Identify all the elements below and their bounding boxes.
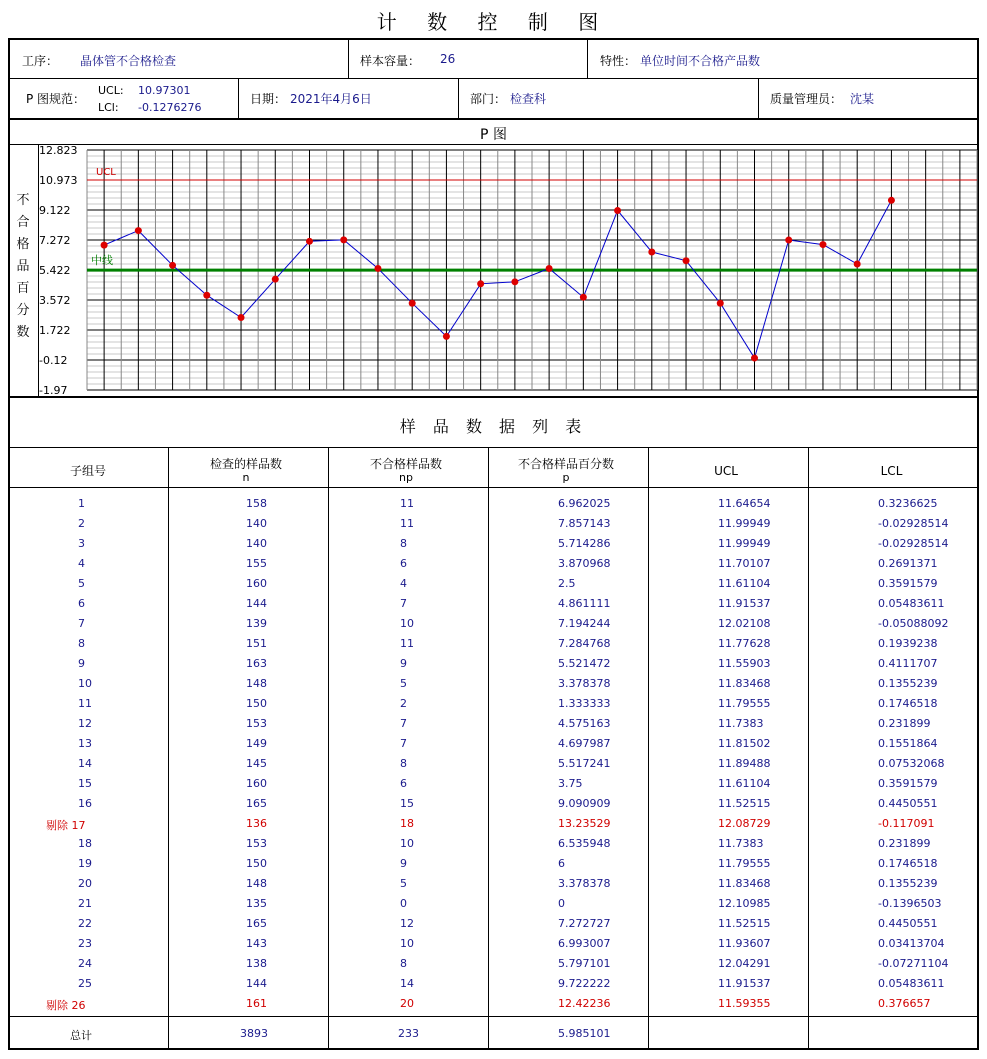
cell-lcl: -0.02928514 — [878, 537, 949, 550]
cell-ucl: 11.81502 — [718, 737, 771, 750]
cell-ucl: 11.77628 — [718, 637, 771, 650]
spec-label: P 图规范： — [26, 92, 86, 106]
cell-p: 6 — [558, 857, 565, 870]
column-header-title: UCL — [714, 464, 738, 478]
cell-n: 143 — [246, 937, 267, 950]
cell-p: 7.194244 — [558, 617, 611, 630]
cell-lcl: 0.1551864 — [878, 737, 938, 750]
cell-subgroup-id: 16 — [78, 797, 92, 810]
cell-n: 153 — [246, 837, 267, 850]
cell-subgroup-id: 19 — [78, 857, 92, 870]
cell-p: 4.697987 — [558, 737, 611, 750]
cell-n: 163 — [246, 657, 267, 670]
ucl-line-label: UCL — [96, 167, 116, 179]
cell-subgroup-id: 10 — [78, 677, 92, 690]
data-point — [683, 257, 690, 264]
cell-subgroup-id: 2 — [78, 517, 85, 530]
cell-np: 4 — [400, 577, 407, 590]
cell-ucl: 11.52515 — [718, 917, 771, 930]
column-header — [486, 457, 646, 484]
cell-lcl: 0.376657 — [878, 997, 931, 1010]
cell-lcl: -0.117091 — [878, 817, 935, 830]
cell-subgroup-id: 24 — [78, 957, 92, 970]
cell-n: 153 — [246, 717, 267, 730]
cell-np: 18 — [400, 817, 414, 830]
cell-p: 7.857143 — [558, 517, 611, 530]
cell-subgroup-id: 11 — [78, 697, 92, 710]
cell-p: 2.5 — [558, 577, 576, 590]
characteristic-label: 特性： — [600, 54, 637, 68]
y-axis-label — [15, 190, 31, 344]
column-header-sub: n — [242, 471, 250, 484]
cell-lcl: -0.1396503 — [878, 897, 942, 910]
data-point — [888, 197, 895, 204]
cell-n: 144 — [246, 977, 267, 990]
cell-n: 148 — [246, 677, 267, 690]
cell-lcl: 0.3236625 — [878, 497, 938, 510]
characteristic-value: 单位时间不合格产品数 — [640, 54, 761, 68]
cell-p: 7.284768 — [558, 637, 611, 650]
column-header — [806, 464, 977, 479]
total-np: 233 — [398, 1027, 419, 1040]
cell-n: 140 — [246, 537, 267, 550]
data-point — [717, 300, 724, 307]
y-tick-label: 3.572 — [39, 294, 71, 308]
data-point — [238, 314, 245, 321]
data-point — [135, 227, 142, 234]
cell-subgroup-id: 14 — [78, 757, 92, 770]
cell-np: 5 — [400, 877, 407, 890]
cell-ucl: 11.91537 — [718, 977, 771, 990]
total-label: 总计 — [70, 1029, 92, 1042]
y-axis-label-char: 分 — [16, 303, 30, 318]
cell-n: 161 — [246, 997, 267, 1010]
column-header-title: 检查的样品数 — [209, 457, 282, 471]
cell-np: 11 — [400, 637, 414, 650]
cell-p: 1.333333 — [558, 697, 611, 710]
cell-np: 6 — [400, 777, 407, 790]
cell-n: 136 — [246, 817, 267, 830]
cell-p: 0 — [558, 897, 565, 910]
cell-subgroup-id: 3 — [78, 537, 85, 550]
cell-ucl: 11.79555 — [718, 697, 771, 710]
cell-ucl: 11.55903 — [718, 657, 771, 670]
ucl-label: UCL: — [98, 84, 124, 97]
cell-lcl: 0.1355239 — [878, 677, 938, 690]
cell-ucl: 11.61104 — [718, 577, 771, 590]
cell-subgroup-id: 21 — [78, 897, 92, 910]
cell-n: 155 — [246, 557, 267, 570]
cell-lcl: 0.1746518 — [878, 857, 938, 870]
dept-value: 检查科 — [510, 92, 547, 106]
data-point — [306, 238, 313, 245]
cell-subgroup-id: 剔除 26 — [46, 999, 86, 1012]
cell-lcl: 0.05483611 — [878, 977, 945, 990]
cell-np: 10 — [400, 937, 414, 950]
cell-lcl: 0.1355239 — [878, 877, 938, 890]
column-header — [8, 464, 168, 479]
cell-np: 2 — [400, 697, 407, 710]
cell-p: 3.378378 — [558, 877, 611, 890]
p-chart — [36, 146, 978, 396]
cell-np: 8 — [400, 757, 407, 770]
data-point — [546, 265, 553, 272]
cell-p: 6.962025 — [558, 497, 611, 510]
date-value: 2021年4月6日 — [290, 92, 372, 106]
dept-label: 部门： — [470, 92, 507, 106]
data-point — [340, 236, 347, 243]
cell-subgroup-id: 18 — [78, 837, 92, 850]
column-header-title: 不合格样品数 — [369, 457, 442, 471]
total-p: 5.985101 — [558, 1027, 611, 1040]
cell-n: 160 — [246, 777, 267, 790]
cell-ucl: 11.7383 — [718, 717, 764, 730]
cell-n: 138 — [246, 957, 267, 970]
data-point — [203, 292, 210, 299]
cell-np: 5 — [400, 677, 407, 690]
column-header — [326, 457, 486, 484]
cell-lcl: 0.231899 — [878, 717, 931, 730]
y-tick-label: -0.12 — [39, 353, 68, 367]
y-tick-label: -1.97 — [39, 384, 68, 396]
cell-p: 9.722222 — [558, 977, 611, 990]
cell-subgroup-id: 9 — [78, 657, 85, 670]
data-point — [374, 265, 381, 272]
cell-n: 150 — [246, 697, 267, 710]
cell-n: 165 — [246, 797, 267, 810]
cell-n: 148 — [246, 877, 267, 890]
data-point — [409, 300, 416, 307]
cell-subgroup-id: 5 — [78, 577, 85, 590]
y-axis-label-char: 数 — [16, 325, 30, 340]
cell-lcl: 0.03413704 — [878, 937, 945, 950]
data-point — [272, 276, 279, 283]
cell-ucl: 11.83468 — [718, 877, 771, 890]
column-header-title: 子组号 — [69, 464, 106, 478]
cell-p: 5.521472 — [558, 657, 611, 670]
cell-subgroup-id: 25 — [78, 977, 92, 990]
column-header-title: LCL — [880, 464, 903, 478]
y-axis-label-char: 格 — [16, 237, 30, 252]
cell-n: 135 — [246, 897, 267, 910]
cell-lcl: 0.2691371 — [878, 557, 938, 570]
cell-np: 8 — [400, 537, 407, 550]
data-point — [169, 262, 176, 269]
cell-lcl: 0.1939238 — [878, 637, 938, 650]
cell-np: 9 — [400, 857, 407, 870]
cell-np: 6 — [400, 557, 407, 570]
cell-subgroup-id: 8 — [78, 637, 85, 650]
cell-ucl: 11.91537 — [718, 597, 771, 610]
ucl-value: 10.97301 — [138, 84, 191, 97]
cell-lcl: 0.4450551 — [878, 797, 938, 810]
date-label: 日期： — [250, 92, 287, 106]
cell-np: 20 — [400, 997, 414, 1010]
cell-ucl: 11.64654 — [718, 497, 771, 510]
cell-n: 144 — [246, 597, 267, 610]
data-point — [477, 280, 484, 287]
cell-p: 3.75 — [558, 777, 583, 790]
cell-n: 139 — [246, 617, 267, 630]
cell-p: 4.575163 — [558, 717, 611, 730]
data-point — [614, 207, 621, 214]
cell-np: 9 — [400, 657, 407, 670]
y-axis-label-char: 品 — [16, 259, 30, 274]
y-tick-label: 10.973 — [39, 174, 78, 188]
lcl-value: -0.1276276 — [138, 101, 202, 114]
cell-subgroup-id: 剔除 17 — [46, 819, 86, 832]
cell-p: 5.797101 — [558, 957, 611, 970]
cell-np: 7 — [400, 717, 407, 730]
cell-ucl: 11.52515 — [718, 797, 771, 810]
total-n: 3893 — [240, 1027, 268, 1040]
data-table — [8, 396, 979, 1050]
cell-ucl: 12.04291 — [718, 957, 771, 970]
cell-lcl: 0.07532068 — [878, 757, 945, 770]
cell-ucl: 11.70107 — [718, 557, 771, 570]
cell-subgroup-id: 1 — [78, 497, 85, 510]
cell-p: 3.870968 — [558, 557, 611, 570]
data-point — [511, 278, 518, 285]
cell-ucl: 11.93607 — [718, 937, 771, 950]
cell-ucl: 11.7383 — [718, 837, 764, 850]
y-tick-label: 5.422 — [39, 264, 71, 278]
cell-np: 14 — [400, 977, 414, 990]
cell-np: 15 — [400, 797, 414, 810]
cell-ucl: 12.08729 — [718, 817, 771, 830]
cell-subgroup-id: 4 — [78, 557, 85, 570]
cell-ucl: 11.89488 — [718, 757, 771, 770]
cell-np: 11 — [400, 497, 414, 510]
manager-label: 质量管理员： — [770, 92, 843, 106]
cell-p: 6.535948 — [558, 837, 611, 850]
cell-np: 10 — [400, 617, 414, 630]
y-axis-label-char: 百 — [16, 281, 30, 296]
cell-p: 4.861111 — [558, 597, 611, 610]
process-value: 晶体管不合格检查 — [80, 54, 177, 68]
cell-n: 150 — [246, 857, 267, 870]
sample-size-value: 26 — [440, 52, 456, 66]
cell-subgroup-id: 15 — [78, 777, 92, 790]
column-header-title: 不合格样品百分数 — [517, 457, 614, 471]
cell-subgroup-id: 12 — [78, 717, 92, 730]
cell-p: 7.272727 — [558, 917, 611, 930]
y-axis-label-char: 不 — [16, 193, 30, 208]
y-axis-label-char: 合 — [16, 215, 30, 230]
cell-ucl: 11.59355 — [718, 997, 771, 1010]
y-tick-label: 1.722 — [39, 324, 71, 338]
cell-np: 8 — [400, 957, 407, 970]
cell-n: 165 — [246, 917, 267, 930]
data-point — [101, 242, 108, 249]
data-point — [785, 237, 792, 244]
cell-subgroup-id: 23 — [78, 937, 92, 950]
cell-ucl: 11.61104 — [718, 777, 771, 790]
cell-subgroup-id: 20 — [78, 877, 92, 890]
cell-p: 12.42236 — [558, 997, 611, 1010]
cell-n: 145 — [246, 757, 267, 770]
cell-lcl: -0.02928514 — [878, 517, 949, 530]
cell-p: 9.090909 — [558, 797, 611, 810]
cell-p: 5.517241 — [558, 757, 611, 770]
data-point — [580, 294, 587, 301]
cell-np: 0 — [400, 897, 407, 910]
column-header — [646, 464, 806, 479]
lcl-label: LCl: — [98, 101, 119, 114]
process-label: 工序： — [22, 54, 59, 68]
center-line-label: 中线 — [91, 254, 113, 268]
y-tick-label: 12.823 — [39, 146, 78, 157]
cell-n: 149 — [246, 737, 267, 750]
column-header-sub: p — [562, 471, 570, 484]
data-point — [854, 260, 861, 267]
cell-lcl: 0.3591579 — [878, 577, 938, 590]
cell-p: 13.23529 — [558, 817, 611, 830]
cell-lcl: 0.1746518 — [878, 697, 938, 710]
data-point — [819, 241, 826, 248]
cell-subgroup-id: 13 — [78, 737, 92, 750]
data-point — [443, 333, 450, 340]
cell-ucl: 11.79555 — [718, 857, 771, 870]
y-tick-label: 7.272 — [39, 234, 71, 248]
info-header — [8, 38, 979, 120]
column-header — [166, 457, 326, 484]
cell-lcl: 0.4111707 — [878, 657, 938, 670]
data-point — [648, 249, 655, 256]
sample-size-label: 样本容量： — [360, 54, 421, 68]
cell-ucl: 11.99949 — [718, 537, 771, 550]
cell-p: 3.378378 — [558, 677, 611, 690]
cell-ucl: 12.02108 — [718, 617, 771, 630]
page-title: 计 数 控 制 图 — [376, 10, 611, 34]
cell-lcl: -0.05088092 — [878, 617, 949, 630]
cell-ucl: 11.99949 — [718, 517, 771, 530]
cell-n: 158 — [246, 497, 267, 510]
table-title: 样 品 数 据 列 表 — [399, 417, 588, 436]
cell-np: 7 — [400, 597, 407, 610]
manager-value: 沈某 — [850, 92, 875, 106]
cell-np: 11 — [400, 517, 414, 530]
data-point — [751, 355, 758, 362]
column-header-sub: np — [399, 471, 413, 484]
cell-n: 140 — [246, 517, 267, 530]
cell-n: 160 — [246, 577, 267, 590]
cell-np: 7 — [400, 737, 407, 750]
cell-ucl: 11.83468 — [718, 677, 771, 690]
cell-lcl: 0.231899 — [878, 837, 931, 850]
cell-subgroup-id: 22 — [78, 917, 92, 930]
cell-p: 5.714286 — [558, 537, 611, 550]
cell-subgroup-id: 7 — [78, 617, 85, 630]
cell-ucl: 12.10985 — [718, 897, 771, 910]
cell-subgroup-id: 6 — [78, 597, 85, 610]
cell-lcl: 0.4450551 — [878, 917, 938, 930]
cell-p: 6.993007 — [558, 937, 611, 950]
cell-lcl: -0.07271104 — [878, 957, 949, 970]
cell-np: 12 — [400, 917, 414, 930]
cell-lcl: 0.05483611 — [878, 597, 945, 610]
cell-np: 10 — [400, 837, 414, 850]
cell-lcl: 0.3591579 — [878, 777, 938, 790]
y-tick-label: 9.122 — [39, 204, 71, 218]
chart-title: P 图 — [480, 127, 507, 143]
cell-n: 151 — [246, 637, 267, 650]
